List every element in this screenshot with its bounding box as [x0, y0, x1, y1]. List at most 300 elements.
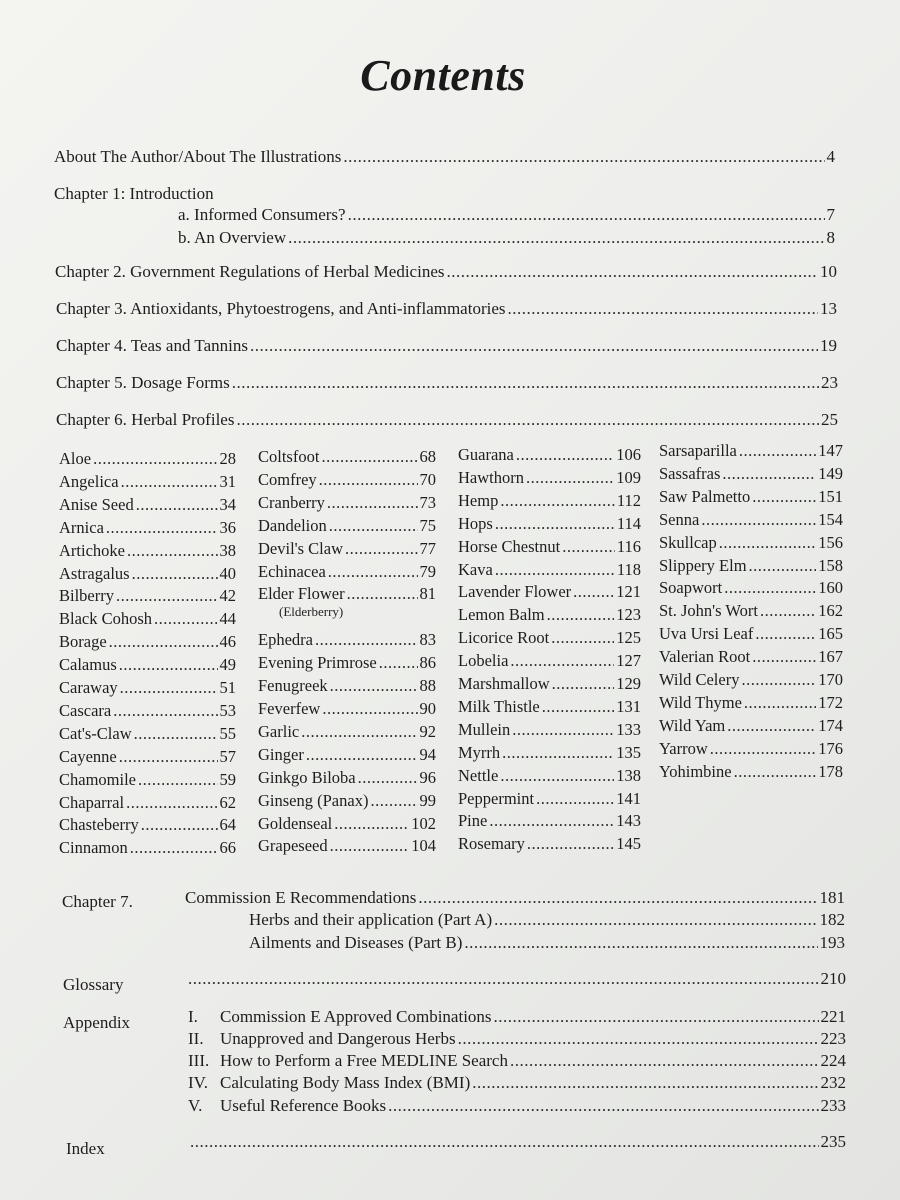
herb-page: 77	[419, 539, 436, 558]
herb-entry	[59, 631, 236, 653]
herb-entry	[258, 446, 436, 468]
herb-name: Aloe	[59, 449, 92, 468]
leader-dots	[301, 721, 417, 743]
herb-page: 64	[219, 815, 236, 834]
herb-entry	[59, 448, 236, 470]
leader-dots	[188, 968, 819, 990]
leader-dots	[500, 490, 615, 512]
leader-dots	[315, 629, 418, 651]
herb-page: 129	[616, 674, 641, 693]
leader-dots	[502, 742, 614, 764]
leader-dots	[719, 532, 817, 554]
appendix-entry	[188, 1050, 846, 1072]
herb-page: 68	[419, 447, 436, 466]
toc-entry-ch2	[55, 261, 837, 283]
leader-dots	[542, 696, 615, 718]
herb-name: Astragalus	[59, 564, 130, 583]
herb-name: Soapwort	[659, 578, 723, 597]
herb-name: Mullein	[458, 720, 511, 739]
toc-entry-label: Chapter 3. Antioxidants, Phytoestrogens, and Anti-inflammatories	[56, 299, 506, 318]
herb-page: 170	[818, 670, 843, 689]
herb-page: 165	[818, 624, 843, 643]
herb-name: Valerian Root	[659, 647, 751, 666]
herb-name: Horse Chestnut	[458, 537, 561, 556]
leader-dots	[138, 769, 218, 791]
leader-dots	[136, 494, 218, 516]
herb-entry	[458, 742, 641, 764]
leader-dots	[494, 909, 817, 931]
herb-name: Lobelia	[458, 651, 509, 670]
toc-chapter1-heading	[54, 183, 214, 205]
toc-entry-label: Chapter 5. Dosage Forms	[56, 373, 230, 392]
herb-page: 46	[219, 632, 236, 651]
herb-entry	[59, 517, 236, 539]
herb-page: 99	[419, 791, 436, 810]
herb-entry	[258, 835, 436, 857]
herb-page: 96	[419, 768, 436, 787]
leader-dots	[494, 1006, 819, 1028]
toc-entry-label: Chapter 7.	[62, 892, 133, 911]
herb-page: 102	[411, 814, 436, 833]
herb-name: Devil's Claw	[258, 539, 344, 558]
herb-page: 151	[818, 487, 843, 506]
herb-name: Cat's-Claw	[59, 724, 132, 743]
herb-name: Cascara	[59, 701, 112, 720]
leader-dots	[526, 467, 614, 489]
herb-page: 75	[419, 516, 436, 535]
herb-page: 104	[411, 836, 436, 855]
herb-page: 118	[616, 560, 641, 579]
leader-dots	[328, 561, 418, 583]
herb-entry	[458, 650, 641, 672]
leader-dots	[343, 146, 824, 168]
leader-dots	[106, 517, 218, 539]
herb-name: Hawthorn	[458, 468, 524, 487]
toc-entry-page: 10	[820, 262, 837, 281]
leader-dots	[334, 813, 409, 835]
herb-entry	[659, 715, 843, 737]
herb-entry	[458, 673, 641, 695]
toc-entry-label: Chapter 4. Teas and Tannins	[56, 336, 248, 355]
herb-page: 38	[219, 541, 236, 560]
herb-entry	[59, 540, 236, 562]
leader-dots	[126, 792, 217, 814]
herb-entry	[59, 608, 236, 630]
herb-entry	[458, 627, 641, 649]
herb-page: 176	[818, 739, 843, 758]
leader-dots	[495, 559, 615, 581]
herb-entry	[258, 675, 436, 697]
leader-dots	[329, 515, 418, 537]
appendix-entry	[188, 1095, 846, 1117]
toc-entry-page: 8	[826, 228, 835, 247]
herb-name: Ginseng (Panax)	[258, 791, 369, 810]
page-title: Contents	[360, 51, 526, 100]
toc-entry-ch7b	[249, 932, 845, 954]
appendix-page: 224	[820, 1051, 846, 1070]
leader-dots	[134, 723, 218, 745]
leader-dots	[109, 631, 218, 653]
leader-dots	[306, 744, 418, 766]
herb-entry	[258, 561, 436, 583]
appendix-numeral: IV.	[188, 1073, 208, 1092]
herb-entry	[659, 486, 843, 508]
toc-entry-label: Herbs and their application (Part A)	[249, 910, 493, 929]
herb-name: Slippery Elm	[659, 556, 747, 575]
herb-name: Wild Celery	[659, 670, 740, 689]
leader-dots	[547, 604, 615, 626]
leader-dots	[418, 887, 817, 909]
herb-page: 31	[219, 472, 236, 491]
toc-entry-label: Index	[66, 1139, 105, 1158]
herb-page: 116	[616, 537, 641, 556]
herb-name: Anise Seed	[59, 495, 134, 514]
herb-entry	[458, 604, 641, 626]
appendix-label: Unapproved and Dangerous Herbs	[220, 1029, 456, 1048]
leader-dots	[741, 669, 816, 691]
herb-entry	[258, 492, 436, 514]
herb-page: 156	[818, 533, 843, 552]
herb-page: 160	[818, 578, 843, 597]
leader-dots	[734, 761, 817, 783]
toc-entry-page: 193	[819, 933, 845, 952]
leader-dots	[739, 440, 816, 462]
leader-dots	[495, 513, 615, 535]
herb-page: 62	[219, 793, 236, 812]
toc-entry-label: Chapter 1: Introduction	[54, 184, 214, 203]
toc-entry-page: 7	[826, 205, 835, 224]
leader-dots	[755, 623, 816, 645]
appendix-entry	[188, 1028, 846, 1050]
herb-entry	[659, 555, 843, 577]
herb-name: Chamomile	[59, 770, 136, 789]
herb-page: 70	[419, 470, 436, 489]
leader-dots	[319, 469, 418, 491]
toc-entry-page: 181	[819, 888, 845, 907]
herb-name: Elder Flower	[258, 584, 345, 603]
herb-entry	[659, 692, 843, 714]
herb-name: Lavender Flower	[458, 582, 572, 601]
leader-dots	[472, 1072, 818, 1094]
appendix-page: 233	[820, 1096, 846, 1115]
leader-dots	[132, 563, 218, 585]
leader-dots	[127, 540, 218, 562]
herb-entry	[258, 767, 436, 789]
leader-dots	[458, 1028, 819, 1050]
toc-entry-ch7	[185, 887, 845, 909]
leader-dots	[752, 486, 816, 508]
herb-name: Cayenne	[59, 747, 117, 766]
herb-name: Yarrow	[659, 739, 708, 758]
herb-page: 138	[616, 766, 641, 785]
leader-dots	[321, 446, 417, 468]
leader-dots	[130, 837, 218, 859]
herb-entry	[458, 559, 641, 581]
herb-name: Black Cohosh	[59, 609, 153, 628]
herb-page: 34	[219, 495, 236, 514]
toc-entry-ch7a	[249, 909, 845, 931]
herb-name: Senna	[659, 510, 700, 529]
herb-page: 66	[219, 838, 236, 857]
herb-page: 55	[219, 724, 236, 743]
leader-dots	[752, 646, 816, 668]
appendix-numeral: I.	[188, 1007, 198, 1026]
toc-entry-page: 235	[820, 1132, 846, 1151]
herb-entry	[458, 536, 641, 558]
leader-dots	[527, 833, 614, 855]
herb-page: 127	[616, 651, 641, 670]
herb-name: Evening Primrose	[258, 653, 377, 672]
leader-dots	[500, 765, 614, 787]
herb-name: Calamus	[59, 655, 117, 674]
toc-entry-label: b. An Overview	[178, 228, 287, 247]
leader-dots	[236, 409, 819, 431]
toc-entry-page: 23	[821, 373, 838, 392]
leader-dots	[141, 814, 218, 836]
herb-entry	[258, 813, 436, 835]
toc-entry-label: Chapter 6. Herbal Profiles	[56, 410, 235, 429]
herb-entry	[59, 814, 236, 836]
herb-name: Milk Thistle	[458, 697, 540, 716]
toc-entry-ch6	[56, 409, 838, 431]
herb-name: Goldenseal	[258, 814, 333, 833]
appendix-entry	[188, 1006, 846, 1028]
leader-dots	[330, 675, 418, 697]
leader-dots	[464, 932, 817, 954]
herb-entry	[59, 700, 236, 722]
toc-entry-label: Appendix	[63, 1013, 131, 1032]
herb-page: 109	[616, 468, 641, 487]
herb-entry	[458, 513, 641, 535]
appendix-page: 232	[820, 1073, 846, 1092]
herb-name: St. John's Wort	[659, 601, 758, 620]
leader-dots	[573, 581, 614, 603]
herb-name: Garlic	[258, 722, 300, 741]
herb-page: 147	[818, 441, 843, 460]
herb-entry	[659, 463, 843, 485]
appendix-numeral: III.	[188, 1051, 210, 1070]
appendix-numeral: V.	[188, 1096, 203, 1115]
herb-page: 53	[219, 701, 236, 720]
leader-dots	[510, 650, 614, 672]
herb-name: Chaparral	[59, 793, 125, 812]
herb-page: 112	[616, 491, 641, 510]
toc-entry-glossary	[188, 968, 846, 990]
toc-index-label	[66, 1138, 105, 1160]
herb-entry	[258, 583, 436, 605]
leader-dots	[232, 372, 819, 394]
leader-dots	[113, 700, 217, 722]
herb-entry	[258, 652, 436, 674]
herb-page: 92	[419, 722, 436, 741]
herb-entry	[59, 792, 236, 814]
appendix-numeral: II.	[188, 1029, 204, 1048]
leader-dots	[345, 538, 417, 560]
herb-entry	[258, 744, 436, 766]
herb-entry	[458, 696, 641, 718]
herb-page: 143	[616, 811, 641, 830]
herb-page: 114	[616, 514, 641, 533]
herb-name: Rosemary	[458, 834, 525, 853]
leader-dots	[116, 585, 218, 607]
herb-page: 79	[419, 562, 436, 581]
toc-entry-about	[54, 146, 835, 168]
toc-entry-ch1b	[178, 227, 835, 249]
toc-appendix-label	[63, 1012, 130, 1034]
toc-entry-index	[190, 1131, 846, 1153]
herb-name: Kava	[458, 560, 493, 579]
herb-name: Marshmallow	[458, 674, 550, 693]
toc-entry-label: Ailments and Diseases (Part B)	[249, 933, 463, 952]
herb-name: Artichoke	[59, 541, 125, 560]
herb-page: 125	[616, 628, 641, 647]
leader-dots	[552, 673, 615, 695]
herb-name: Coltsfoot	[258, 447, 320, 466]
herb-name: Yohimbine	[659, 762, 732, 781]
toc-entry-ch5	[56, 372, 838, 394]
leader-dots	[330, 835, 410, 857]
herb-entry	[458, 765, 641, 787]
herb-page: 94	[419, 745, 436, 764]
herb-entry	[258, 721, 436, 743]
herb-name: Cranberry	[258, 493, 325, 512]
herb-page: 178	[818, 762, 843, 781]
herb-page: 162	[818, 601, 843, 620]
toc-entry-label: a. Informed Consumers?	[178, 205, 346, 224]
herb-name: Arnica	[59, 518, 104, 537]
herb-entry	[458, 719, 641, 741]
elder-flower-note: (Elderberry)	[279, 604, 344, 619]
toc-entry-label: About The Author/About The Illustrations	[54, 147, 342, 166]
appendix-entry	[188, 1072, 846, 1094]
leader-dots	[536, 788, 614, 810]
herb-name: Sassafras	[659, 464, 721, 483]
herb-name: Saw Palmetto	[659, 487, 751, 506]
herb-page: 83	[419, 630, 436, 649]
herb-entry	[659, 669, 843, 691]
toc-entry-ch3	[56, 298, 837, 320]
toc-entry-label: Chapter 2. Government Regulations of Herbal Medicines	[55, 262, 445, 281]
herb-page: 149	[818, 464, 843, 483]
herb-entry	[258, 515, 436, 537]
leader-dots	[119, 746, 218, 768]
leader-dots	[119, 654, 218, 676]
herb-name: Nettle	[458, 766, 499, 785]
leader-dots	[516, 444, 614, 466]
leader-dots	[121, 471, 218, 493]
toc-entry-ch4	[56, 335, 837, 357]
herb-name: Ginkgo Biloba	[258, 768, 356, 787]
toc-entry-page: 19	[820, 336, 837, 355]
toc-entry-page: 210	[820, 969, 846, 988]
leader-dots	[327, 492, 418, 514]
leader-dots	[120, 677, 218, 699]
herb-entry	[458, 833, 641, 855]
toc-entry-page: 182	[819, 910, 845, 929]
herb-name: Feverfew	[258, 699, 321, 718]
leader-dots	[710, 738, 817, 760]
appendix-page: 223	[820, 1029, 846, 1048]
herb-name: Caraway	[59, 678, 118, 697]
herb-page: 88	[419, 676, 436, 695]
leader-dots	[744, 692, 816, 714]
herb-entry	[258, 469, 436, 491]
toc-entry-label: Glossary	[63, 975, 124, 994]
herb-entry	[659, 440, 843, 462]
leader-dots	[358, 767, 418, 789]
herb-page: 158	[818, 556, 843, 575]
toc-entry-page: 4	[826, 147, 835, 166]
leader-dots	[760, 600, 816, 622]
herb-entry	[659, 623, 843, 645]
herb-name: Myrrh	[458, 743, 501, 762]
herb-entry	[59, 677, 236, 699]
herb-entry	[258, 629, 436, 651]
leader-dots	[154, 608, 217, 630]
appendix-label: Commission E Approved Combinations	[220, 1007, 492, 1026]
herb-entry	[59, 746, 236, 768]
herb-name: Peppermint	[458, 789, 535, 808]
herb-entry	[659, 738, 843, 760]
herb-name: Uva Ursi Leaf	[659, 624, 754, 643]
herb-page: 59	[219, 770, 236, 789]
herb-page: 49	[219, 655, 236, 674]
leader-dots	[288, 227, 824, 249]
herb-entry	[258, 698, 436, 720]
leader-dots	[749, 555, 817, 577]
herb-entry	[659, 577, 843, 599]
leader-dots	[512, 719, 614, 741]
herb-entry	[59, 494, 236, 516]
herb-name: Guarana	[458, 445, 514, 464]
herb-page: 131	[616, 697, 641, 716]
herb-entry	[458, 810, 641, 832]
herb-entry	[458, 490, 641, 512]
herb-name: Fenugreek	[258, 676, 328, 695]
herb-name: Wild Thyme	[659, 693, 742, 712]
herb-entry	[59, 585, 236, 607]
herb-entry	[659, 509, 843, 531]
herb-page: 81	[419, 584, 436, 603]
leader-dots	[250, 335, 818, 357]
herb-name: Ginger	[258, 745, 304, 764]
herb-page: 123	[616, 605, 641, 624]
herb-page: 86	[419, 653, 436, 672]
leader-dots	[379, 652, 418, 674]
herb-entry	[458, 788, 641, 810]
herb-entry	[59, 723, 236, 745]
herb-entry	[59, 563, 236, 585]
appendix-label: Useful Reference Books	[220, 1096, 387, 1115]
toc-entry-page: 13	[820, 299, 837, 318]
herb-page: 154	[818, 510, 843, 529]
leader-dots	[388, 1095, 818, 1117]
appendix-label: How to Perform a Free MEDLINE Search	[220, 1051, 508, 1070]
herb-name: Hemp	[458, 491, 499, 510]
herb-page: 145	[616, 834, 641, 853]
herb-name: Licorice Root	[458, 628, 550, 647]
herb-page: 90	[419, 699, 436, 718]
herb-entry	[258, 538, 436, 560]
leader-dots	[701, 509, 816, 531]
herb-name: Cinnamon	[59, 838, 128, 857]
herb-page: 106	[616, 445, 641, 464]
leader-dots	[370, 790, 417, 812]
leader-dots	[347, 583, 418, 605]
toc-entry-label: Commission E Recommendations	[185, 888, 417, 907]
herb-entry	[59, 769, 236, 791]
herb-name: Bilberry	[59, 586, 114, 605]
